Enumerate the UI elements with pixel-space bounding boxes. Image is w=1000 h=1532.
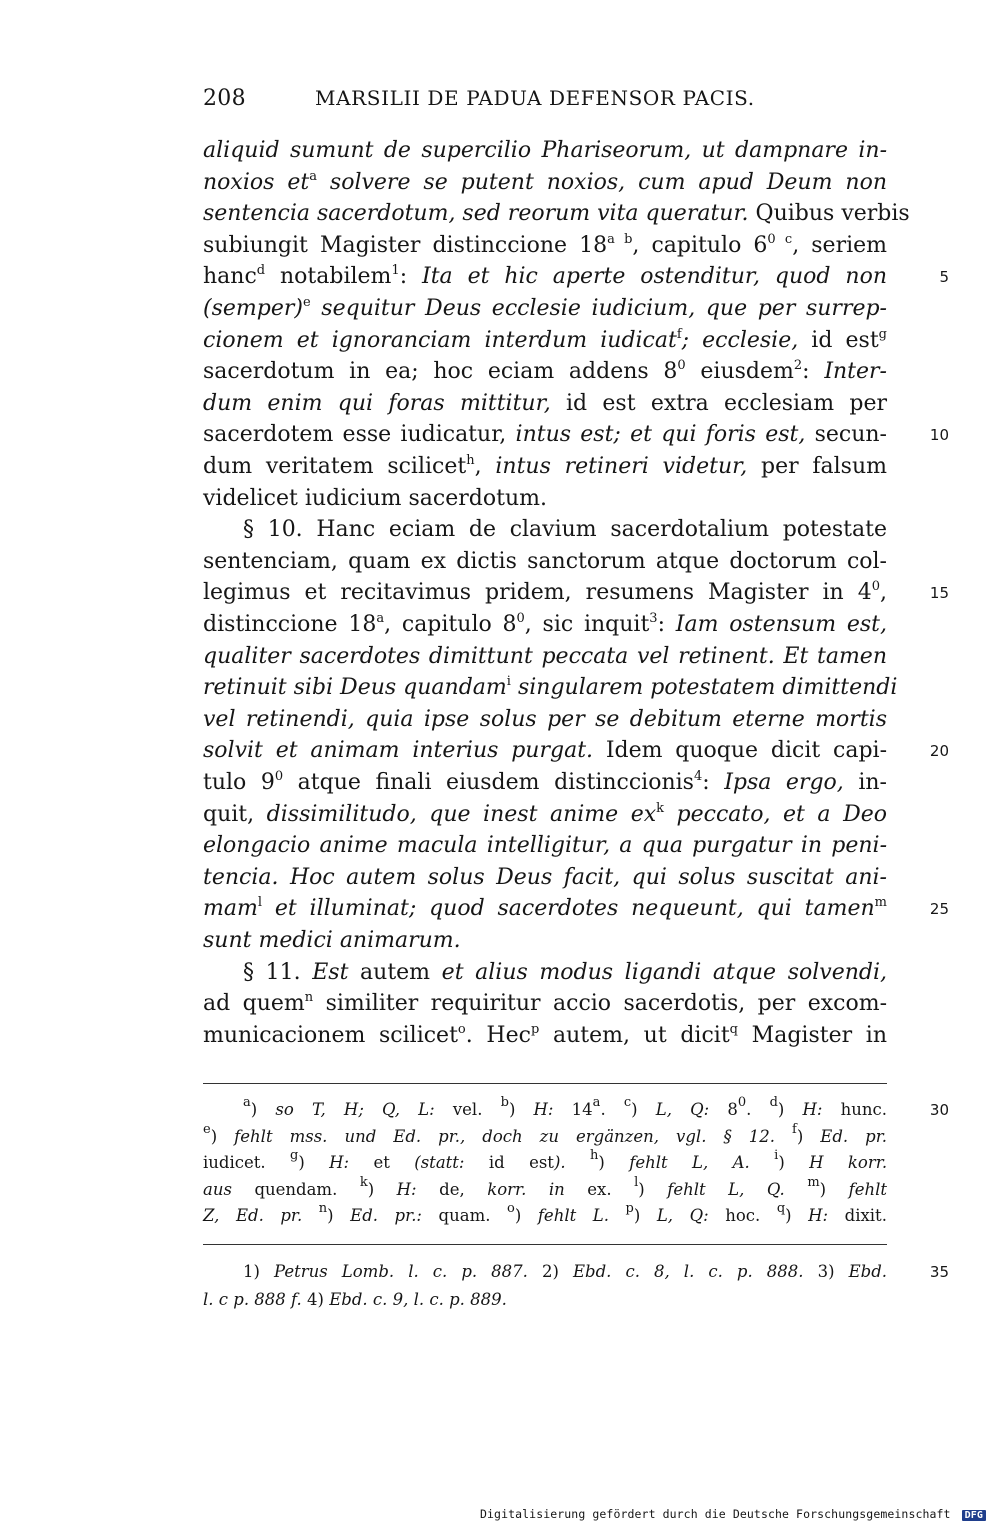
superscript-mark: h [590,1148,599,1163]
text-segment: ). [553,1153,566,1172]
text-segment: iudicet. [203,1153,291,1172]
superscript-mark: g [878,326,887,342]
line-number: 35 [929,1263,949,1281]
apparatus-line [203,1203,887,1229]
text-segment: vel retinendi, quia ipse solus per se debitum eterne mortis [203,706,887,732]
text-segment: . [746,1100,770,1119]
text-segment: quendam. [231,1179,360,1199]
superscript-mark: 1 [391,263,400,279]
text-segment: , sic inquit [524,612,650,637]
text-segment: H: [802,1100,823,1119]
text-segment: , [474,454,496,479]
superscript-mark: 0 c [767,231,793,247]
body-text-line [203,610,887,640]
text-segment: eiusdem [685,359,794,385]
text-segment: Ebd. c. 8, l. c. p. 888. [572,1262,804,1281]
text-segment: singularem potestatem dimittendi [510,675,898,701]
superscript-mark: a [243,1095,251,1110]
superscript-mark: d [769,1095,778,1110]
text-segment: dissimilitudo, que inest anime ex [266,801,657,827]
text-segment: Est [312,959,349,985]
text-segment [566,1153,590,1172]
superscript-mark: b [500,1095,509,1110]
text-segment: Magister in [738,1022,887,1048]
text-segment: autem [348,959,442,985]
superscript-mark: 2 [793,358,803,374]
body-text-line [203,989,887,1019]
text-segment: subiungit Magister distinccione 18 [203,232,608,258]
text-segment: dum veritatem scilicet [203,454,467,479]
text-segment: qualiter sacerdotes dimittunt peccata vel retinent. Et tamen [203,643,887,669]
text-segment: : [399,264,423,290]
apparatus-line [203,1121,888,1150]
text-segment: 14 [553,1100,593,1119]
superscript-mark: d [256,263,266,279]
text-segment: ) [633,1206,657,1225]
text-segment: mam [203,896,258,922]
text-segment: legimus et recitavimus pridem, resumens Magister in 4 [203,580,872,606]
text-segment: 3) [803,1262,849,1281]
text-segment: ) [777,1100,803,1119]
text-segment: Z, Ed. pr. [203,1206,303,1225]
text-segment: ) [638,1179,668,1199]
text-segment: , capitulo 6 [632,232,768,258]
text-segment: Ebd. c. 9, l. c. p. 889. [329,1290,507,1309]
dfg-logo: DFG [962,1510,986,1521]
text-segment: , capitulo 8 [384,612,517,637]
text-segment: sentencia sacerdotum, sed reorum vita queratur. [203,201,749,227]
text-segment [750,1153,774,1172]
superscript-mark: a [376,611,385,626]
body-text-line [203,800,887,830]
superscript-mark: p [625,1201,634,1216]
text-segment [609,1206,626,1225]
superscript-mark: e [203,1121,211,1137]
text-segment: peccato, et a Deo [664,801,887,827]
superscript-mark: l [257,895,263,911]
body-text-line [203,515,887,545]
text-segment: fehlt L, Q. [667,1179,785,1199]
text-segment: fehlt mss. und Ed. pr., doch zu ergänzen, vgl. § 12. [234,1126,775,1146]
text-segment: H: [808,1206,829,1225]
superscript-mark: m [807,1174,820,1190]
body-text-line [203,199,910,229]
body-text-line [203,547,887,577]
text-segment: ) [598,1153,630,1172]
text-segment: fehlt L, A. [629,1153,750,1172]
line-number: 5 [939,268,949,287]
text-segment: intus est; et qui foris est, [515,422,806,448]
text-segment: ) [785,1206,809,1225]
text-segment: , seriem [792,232,888,258]
text-segment: sunt medici animarum. [203,928,461,953]
text-segment: dixit. [828,1206,887,1225]
superscript-mark: i [774,1148,779,1163]
text-segment: l. c p. 888 f. [203,1290,302,1309]
text-segment: et [349,1153,415,1172]
text-segment: vel. [434,1100,501,1119]
superscript-mark: g [290,1148,299,1163]
text-segment: noxios et [203,169,310,195]
superscript-mark: q [776,1201,786,1216]
sources-line [203,1259,949,1285]
sources-divider [203,1244,887,1245]
text-segment: de, [416,1179,488,1199]
text-segment: ad quem [203,991,305,1017]
text-segment: similiter requiritur accio sacerdotis, per excom- [313,991,887,1017]
text-segment: L, Q: [656,1206,709,1225]
superscript-mark: 0 [274,769,284,784]
text-segment: Petrus Lomb. l. c. p. 887. [274,1262,528,1281]
superscript-mark: l [634,1174,639,1190]
superscript-mark: a [592,1095,601,1110]
apparatus-line [203,1150,887,1176]
superscript-mark: i [506,674,511,690]
superscript-mark: 3 [649,611,658,626]
text-segment: aliquid sumunt de supercilio Phariseorum, ut dampnare in- [203,138,887,163]
superscript-mark: n [318,1201,328,1216]
text-segment: fehlt L. [537,1206,609,1225]
superscript-mark: 0 [516,611,525,626]
superscript-mark: n [304,990,314,1006]
superscript-mark: a b [607,231,633,247]
body-text-line [203,578,949,608]
apparatus-line [203,1095,949,1123]
body-text-line [203,673,898,703]
body-text-line [203,736,949,766]
funding-footer [480,1507,986,1521]
text-segment: § 10. Hanc eciam de clavium sacerdotalium potestate [243,517,887,543]
text-segment: ) [819,1179,849,1199]
text-segment: Ed. pr. [820,1126,888,1146]
body-text-line [203,357,887,387]
line-number: 10 [929,426,949,445]
text-segment: Iam ostensum est, [675,612,888,637]
superscript-mark: 0 [677,358,686,374]
text-segment: . [600,1100,624,1119]
body-text-line [203,294,887,324]
apparatus-divider [203,1083,887,1084]
text-segment: ex. [564,1179,635,1199]
body-text-line [203,894,949,924]
superscript-mark: a [309,168,317,184]
text-segment: H korr. [809,1153,888,1172]
body-text-line [203,705,887,735]
line-number: 30 [929,1101,949,1119]
text-segment: quit, [203,801,267,827]
text-segment: hanc [203,264,257,290]
text-segment: (statt: [414,1153,465,1172]
text-segment: ) [631,1100,656,1119]
text-segment: sequitur Deus ecclesie iudicium, que per surrep- [310,296,887,321]
line-number: 20 [929,742,949,761]
superscript-mark: 0 [871,579,880,595]
body-text-line [203,389,887,419]
body-text-line [203,136,887,166]
text-segment: : [802,359,825,385]
text-segment: et illuminat; quod sacerdotes nequeunt, qui tamen [262,896,875,922]
text-segment: solvere se putent noxios, cum apud Deum non [316,169,887,195]
superscript-mark: f [676,326,682,342]
text-segment: in- [843,770,887,795]
text-segment: ) [514,1206,538,1225]
page-number: 208 [203,86,246,111]
text-segment: ) [210,1126,235,1146]
text-segment: H: [329,1153,350,1172]
text-segment: videlicet iudicium sacerdotum. [203,485,547,511]
text-segment: ) [250,1100,276,1119]
superscript-mark: q [729,1021,738,1037]
superscript-mark: f [792,1121,797,1137]
text-segment: tulo 9 [203,770,275,795]
superscript-mark: e [302,295,311,310]
text-segment: Ipsa ergo, [724,770,844,795]
text-segment: H: [396,1179,417,1199]
text-segment: , [880,580,887,606]
text-segment: secun- [805,422,887,448]
text-segment: quam. [422,1206,508,1225]
text-segment [775,1127,792,1146]
text-segment: § 11. [243,959,313,985]
body-text-line [203,484,887,514]
apparatus-line [203,1174,888,1203]
text-segment: sacerdotum in ea; hoc eciam addens 8 [203,359,678,385]
text-segment: autem, ut dicit [539,1022,730,1048]
superscript-mark: c [623,1095,632,1110]
body-text-line [203,958,887,988]
body-text-line [203,768,887,798]
text-segment: elongacio anime macula intelligitur, a qua purgatur in peni- [203,833,887,859]
text-segment: so T, H; Q, L: [275,1100,435,1119]
text-segment: municacionem scilicet [203,1022,458,1048]
line-number: 15 [929,584,949,603]
body-text-line [203,831,887,861]
running-title: MARSILII DE PADUA DEFENSOR PACIS. [315,86,755,110]
sources-line [203,1287,887,1313]
text-segment: per falsum [747,454,887,479]
text-segment: Ed. pr.: [350,1206,422,1225]
text-segment: retinuit sibi Deus quandam [203,675,507,701]
running-header [203,80,887,114]
text-segment: . Hec [465,1022,531,1048]
superscript-mark: k [656,800,665,816]
text-segment: et alius modus ligandi atque solvendi, [441,959,887,985]
superscript-mark: m [874,895,887,911]
text-segment: korr. in [487,1179,565,1199]
superscript-mark: o [457,1021,466,1037]
funding-text: Digitalisierung gefördert durch die Deutsche Forschungsgemeinschaft [480,1507,951,1521]
superscript-mark: 4 [693,769,703,784]
text-segment: Ita et hic aperte ostenditur, quod non [422,264,887,290]
text-segment: tencia. Hoc autem solus Deus facit, qui solus suscitat ani- [203,864,887,890]
text-segment: ; ecclesie, [681,327,799,353]
text-segment: id est [798,327,879,353]
text-segment: distinccione 18 [203,612,377,637]
text-segment: Ebd. [848,1262,888,1281]
text-segment: sacerdotem esse iudicatur, [203,422,516,448]
superscript-mark: h [466,453,475,468]
superscript-mark: p [530,1021,540,1037]
text-segment: hunc. [822,1100,887,1119]
text-segment: ) [508,1100,534,1119]
superscript-mark: k [359,1174,368,1190]
text-segment: : [702,770,725,795]
text-segment: ) [298,1153,330,1172]
text-segment: 1) [243,1262,274,1281]
text-segment: atque finali eiusdem distinccionis [283,770,694,795]
body-text-line [203,420,949,450]
text-segment: fehlt [848,1179,888,1199]
text-segment: hoc. [708,1206,777,1225]
superscript-mark: o [507,1201,515,1216]
text-segment: 2) [527,1262,573,1281]
body-text-line [203,168,887,198]
body-text-line [203,452,887,482]
text-segment: ) [367,1179,397,1199]
text-segment: dum enim qui foras mittitur, [203,390,551,416]
text-segment [785,1180,808,1199]
text-segment: Idem quoque dicit capi- [593,738,888,764]
text-segment: Quibus verbis [748,201,910,227]
body-text-line [203,863,887,893]
text-segment: sentenciam, quam ex dictis sanctorum atque doctorum col- [203,548,887,574]
text-segment: ) [778,1153,810,1172]
text-segment: Inter- [824,359,887,385]
body-text-line [203,642,887,672]
text-segment: H: [533,1100,554,1119]
text-segment: 4) [301,1290,330,1309]
body-text-line [203,326,887,356]
text-segment: id est extra ecclesiam per [550,390,887,416]
superscript-mark: 0 [737,1095,747,1110]
text-segment: 8 [709,1100,738,1119]
body-text-line [203,231,887,261]
line-number: 25 [929,900,949,919]
text-segment: (semper) [203,296,303,321]
text-segment: id est [464,1153,554,1172]
text-segment: notabilem [265,264,392,290]
body-text-line [203,262,949,292]
text-segment: L, Q: [655,1100,710,1119]
text-segment: cionem et ignoranciam interdum iudicat [203,327,677,353]
text-segment: solvit et animam interius purgat. [203,738,594,764]
body-text-line [203,926,887,956]
text-segment: ) [796,1126,821,1146]
text-segment: aus [203,1179,232,1199]
text-segment: : [657,612,676,637]
text-segment: ) [327,1206,351,1225]
text-segment: intus retineri videtur, [495,454,748,479]
body-text-line [203,1021,887,1051]
text-segment [302,1206,319,1225]
